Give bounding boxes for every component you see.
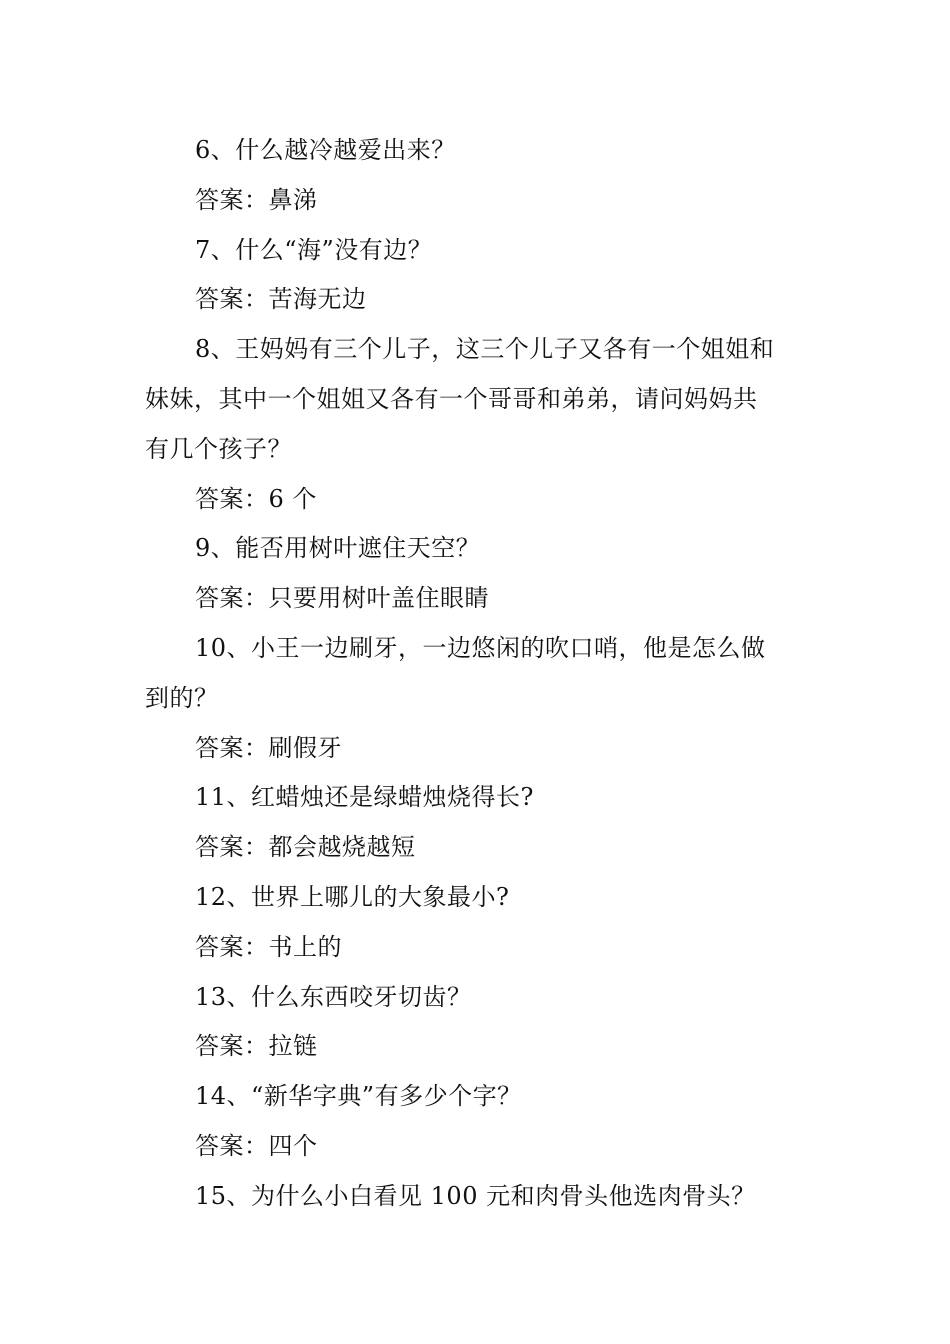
question-10-line-1: 10、小王一边刷牙，一边悠闲的吹口哨，他是怎么做 [195, 633, 766, 662]
question-8-line-3: 有几个孩子？ [145, 434, 292, 463]
answer-8: 答案：6 个 [195, 484, 317, 513]
answer-11: 答案：都会越烧越短 [195, 833, 416, 862]
question-8-line-1: 8、王妈妈有三个儿子，这三个儿子又各有一个姐姐和 [195, 335, 775, 364]
answer-10: 答案：刷假牙 [195, 733, 342, 762]
question-8-line-2: 妹妹，其中一个姐姐又各有一个哥哥和弟弟，请问妈妈共 [145, 384, 758, 413]
question-10-line-2: 到的？ [145, 683, 219, 712]
question-14: 14、“新华字典”有多少个字？ [195, 1082, 522, 1111]
answer-13: 答案：拉链 [195, 1032, 318, 1061]
question-15: 15、为什么小白看见 100 元和肉骨头他选肉骨头？ [195, 1181, 756, 1210]
question-7: 7、什么“海”没有边？ [195, 235, 433, 264]
question-6: 6、什么越冷越爱出来？ [195, 136, 456, 164]
document-body [145, 126, 810, 1222]
question-11: 11、红蜡烛还是绿蜡烛烧得长? [195, 783, 534, 812]
question-12: 12、世界上哪儿的大象最小? [195, 882, 510, 911]
answer-12: 答案：书上的 [195, 932, 342, 961]
question-9: 9、能否用树叶遮住天空？ [195, 534, 481, 563]
question-13: 13、什么东西咬牙切齿？ [195, 982, 472, 1011]
answer-9: 答案：只要用树叶盖住眼睛 [195, 584, 489, 613]
answer-7: 答案：苦海无边 [195, 285, 367, 314]
answer-6: 答案：鼻涕 [195, 185, 318, 214]
answer-14: 答案：四个 [195, 1131, 318, 1160]
